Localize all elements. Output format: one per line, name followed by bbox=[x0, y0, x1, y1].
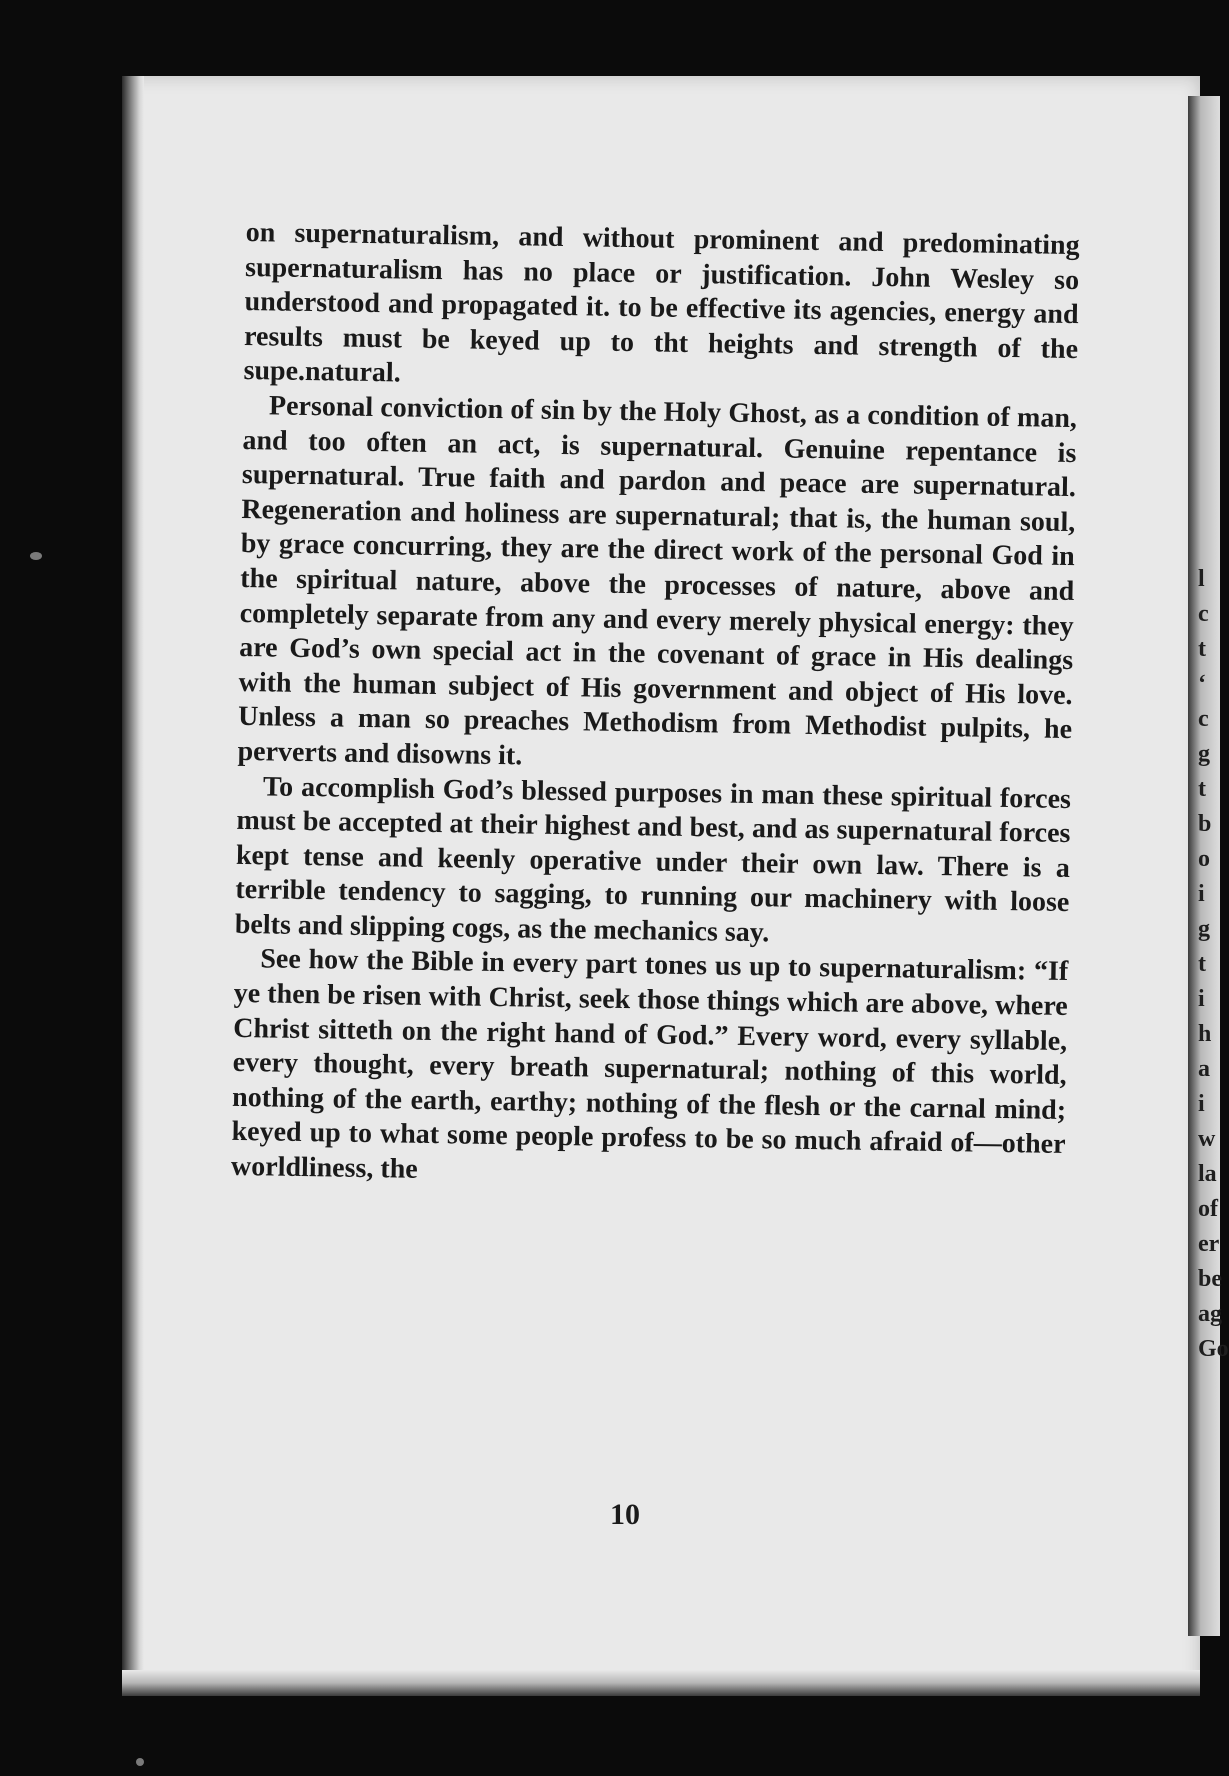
adjacent-page-glyph: ag bbox=[1198, 1301, 1222, 1327]
adjacent-page-glyph: i bbox=[1198, 881, 1205, 907]
adjacent-page-glyph: l bbox=[1198, 566, 1205, 592]
adjacent-page-glyph: be bbox=[1198, 1266, 1222, 1292]
adjacent-page-glyph: la bbox=[1198, 1161, 1217, 1187]
adjacent-page-glyph: i bbox=[1198, 986, 1205, 1012]
paragraph: Personal conviction of sin by the Holy Ghost, as a condition of man, and too often an act, is supernatural. Genuine repentance is supernatural. True faith and pardon and peace are supernatural. Regeneration and holiness are supernatural; that is, the human soul, by grace concurring, they are the direct work of the personal God in the spiritual nature, above the processes of nature, above and completely separate from any and every merely physical energy: they are God’s own special act in the covenant of grace in His dealings with the human subject of His government and object of His love. Unless a man so preaches Methodism from Methodist pulpits, he perverts and disowns it. bbox=[237, 390, 1078, 772]
adjacent-page-glyph: er bbox=[1198, 1231, 1220, 1257]
adjacent-page-glyph: c bbox=[1198, 706, 1209, 732]
page-bottom-edge bbox=[122, 1670, 1200, 1696]
paragraph: See how the Bible in every part tones us up to supernaturalism: “If ye then be risen with Christ, seek those things which are above, where Christ sitteth on the right hand of God.” Every word, every syllable, every thought, every breath supernatural; nothing of this world, nothing of the earth, earthy; nothing of the flesh or the carnal mind; keyed up to what some people profess to be so much afraid of—other worldliness, the bbox=[230, 943, 1069, 1185]
adjacent-page-glyph: c bbox=[1198, 601, 1209, 627]
adjacent-page-glyph: g bbox=[1198, 741, 1210, 767]
scan-speck bbox=[30, 552, 42, 560]
body-text bbox=[231, 216, 1080, 1198]
adjacent-page-glyph: o bbox=[1198, 846, 1210, 872]
adjacent-page-glyph: w bbox=[1198, 1126, 1216, 1152]
adjacent-page-glyph: t bbox=[1198, 776, 1206, 802]
paragraph: To accomplish God’s blessed purposes in man these spiritual forces must be accepted at their highest and best, and as supernatural forces kept tense and keenly operative under their own law. There is a terrible tendency to sagging, to running our machinery with loose belts and slipping cogs, as the mechanics say. bbox=[234, 770, 1072, 949]
adjacent-page-edge bbox=[1188, 96, 1229, 1636]
adjacent-page-glyph: t bbox=[1198, 951, 1206, 977]
adjacent-page-glyph: g bbox=[1198, 916, 1210, 942]
page-binding bbox=[122, 76, 144, 1696]
adjacent-page-glyph: i bbox=[1198, 1091, 1205, 1117]
adjacent-page-glyph: of bbox=[1198, 1196, 1218, 1222]
adjacent-page-glyph: ‘ bbox=[1198, 671, 1206, 697]
adjacent-page-glyph: a bbox=[1198, 1056, 1210, 1082]
adjacent-page-glyph: h bbox=[1198, 1021, 1212, 1047]
adjacent-page-glyph: b bbox=[1198, 811, 1212, 837]
adjacent-page-glyph: Go bbox=[1198, 1336, 1229, 1362]
page-number: 10 bbox=[610, 1498, 640, 1531]
adjacent-page-glyph: t bbox=[1198, 636, 1206, 662]
paragraph: on supernaturalism, and without prominent and predominating supernaturalism has no place or justification. John Wesley so understood and propagated it. to be effective its agencies, energy and results must be keyed up to tht heights and strength of the supe.natural. bbox=[243, 216, 1080, 389]
scan-speck bbox=[136, 1758, 144, 1766]
